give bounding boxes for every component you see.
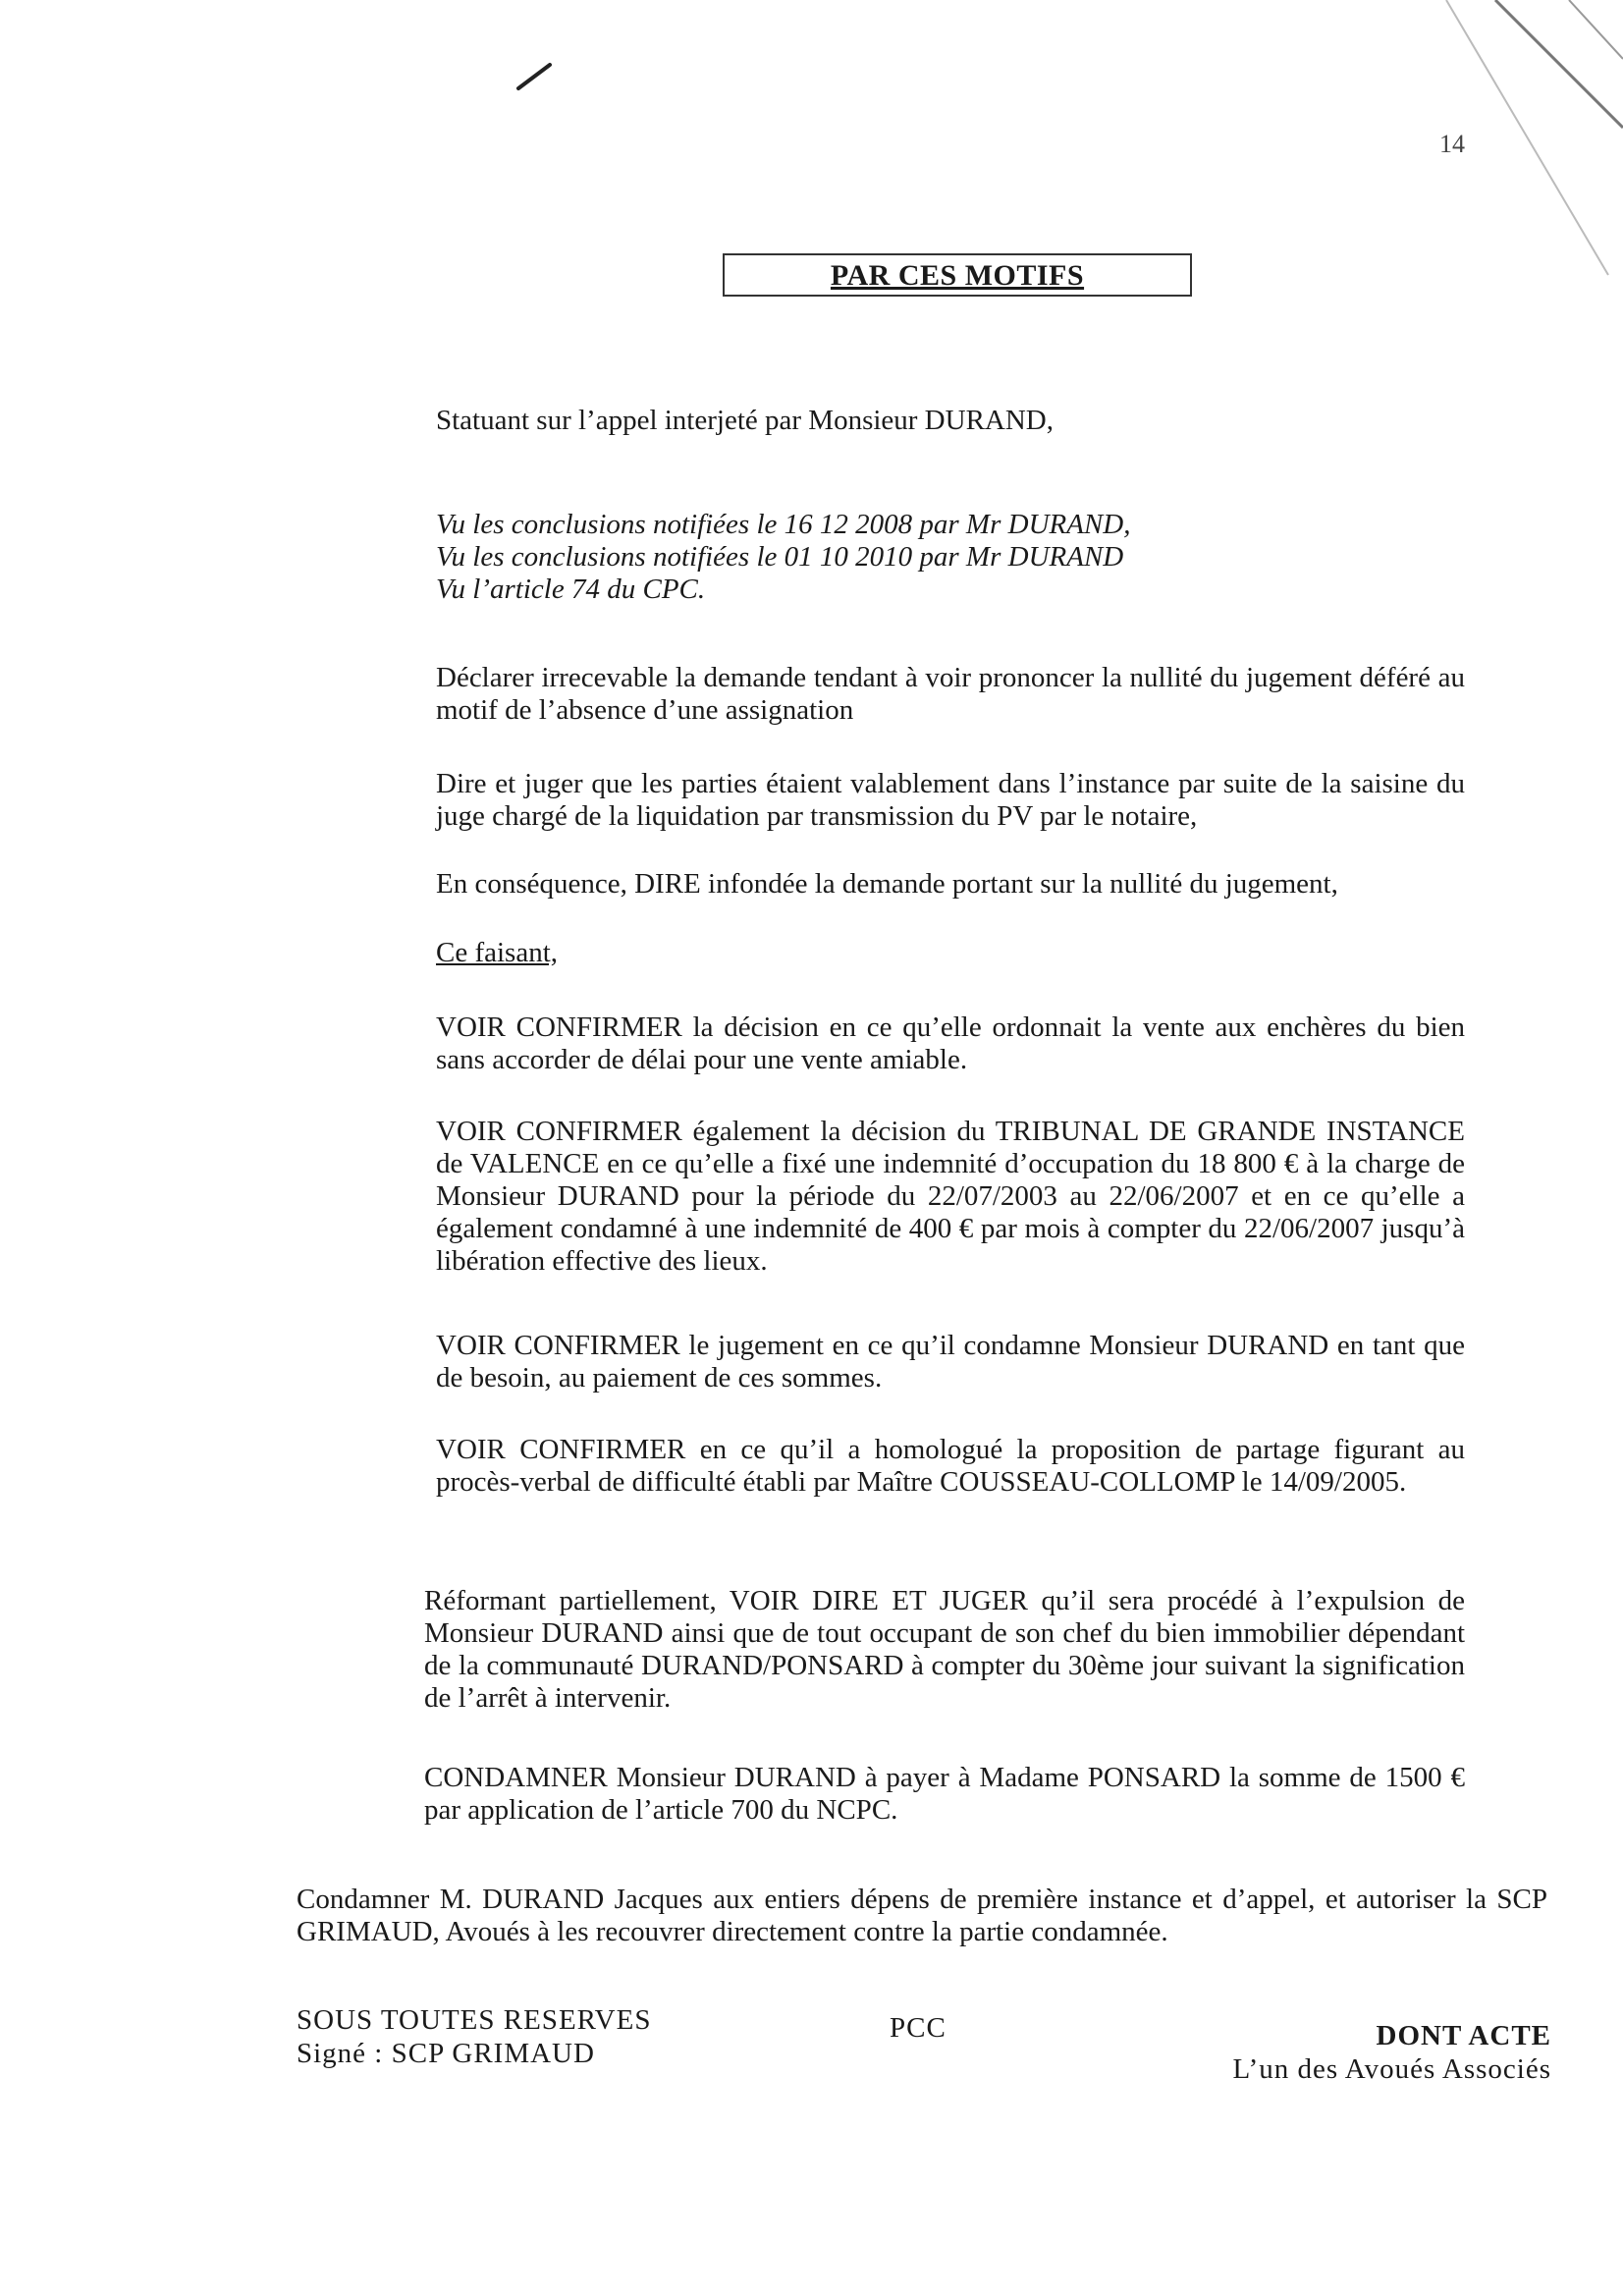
ce-faisant-heading: Ce faisant, — [436, 937, 559, 968]
paragraph-depens: Condamner M. DURAND Jacques aux entiers dépens de première instance et d’appel, et autoriser la SCP GRIMAUD, Avoués à les recouvrer directement contre la partie condamnée. — [297, 1884, 1547, 1947]
vu-line: Vu les conclusions notifiées le 01 10 2010 par Mr DURAND — [436, 541, 1124, 573]
paragraph-condamner-ponsard: CONDAMNER Monsieur DURAND à payer à Madame PONSARD la somme de 1500 € par application de l’article 700 du NCPC. — [424, 1762, 1465, 1826]
folded-corner-mark — [1368, 0, 1623, 285]
paragraph-reformant: Réformant partiellement, VOIR DIRE ET JUGER qu’il sera procédé à l’expulsion de Monsieur DURAND ainsi que de tout occupant de son chef du bien immobilier dépendant de la communauté DURAND/PONSARD à compter du 30ème jour suivant la signification de l’arrêt à intervenir. — [424, 1585, 1465, 1714]
paragraph-confirmer-partage: VOIR CONFIRMER en ce qu’il a homologué la proposition de partage figurant au procès-verbal de difficulté établi par Maître COUSSEAU-COLLOMP le 14/09/2005. — [436, 1434, 1465, 1498]
paragraph-confirmer-jugement: VOIR CONFIRMER le jugement en ce qu’il condamne Monsieur DURAND en tant que de besoin, au paiement de ces sommes. — [436, 1330, 1465, 1394]
vu-block — [436, 509, 1465, 606]
vu-line: Vu les conclusions notifiées le 16 12 2008 par Mr DURAND, — [436, 509, 1131, 540]
avoues-associes-label: L’un des Avoués Associés — [1232, 2053, 1551, 2085]
vu-line: Vu l’article 74 du CPC. — [436, 574, 706, 605]
paragraph-confirmer-indemnite: VOIR CONFIRMER également la décision du TRIBUNAL DE GRANDE INSTANCE de VALENCE en ce qu’elle a fixé une indemnité d’occupation du 18 800 € à la charge de Monsieur DURAND pour la période du 22/07/2003 au 22/06/2007 et en ce qu’elle a également condamné à une indemnité de 400 € par mois à compter du 22/06/2007 jusqu’à libération effective des lieux. — [436, 1116, 1465, 1277]
dont-acte-label: DONT ACTE — [1376, 2020, 1551, 2051]
page-title: PAR CES MOTIFS — [830, 259, 1085, 292]
paragraph-consequence: En conséquence, DIRE infondée la demande portant sur la nullité du jugement, — [436, 868, 1338, 900]
page-number: 14 — [1439, 130, 1465, 158]
title-box — [723, 253, 1192, 297]
pen-stroke-mark — [514, 59, 554, 92]
pcc-label: PCC — [890, 2012, 947, 2044]
paragraph-confirmer-vente: VOIR CONFIRMER la décision en ce qu’elle ordonnait la vente aux enchères du bien sans accorder de délai pour une vente amiable. — [436, 1011, 1465, 1075]
signature-right-block — [1159, 2019, 1551, 2086]
intro-paragraph: Statuant sur l’appel interjeté par Monsieur DURAND, — [436, 405, 1054, 436]
signature-center-block — [890, 2011, 1007, 2045]
signed-by-label: Signé : SCP GRIMAUD — [297, 2038, 595, 2069]
paragraph-irrecevable: Déclarer irrecevable la demande tendant à voir prononcer la nullité du jugement déféré au motif de l’absence d’une assignation — [436, 662, 1465, 726]
signature-left-block — [297, 2003, 748, 2070]
reserves-label: SOUS TOUTES RESERVES — [297, 2004, 652, 2036]
paragraph-dire-juger: Dire et juger que les parties étaient valablement dans l’instance par suite de la saisine du juge chargé de la liquidation par transmission du PV par le notaire, — [436, 768, 1465, 832]
